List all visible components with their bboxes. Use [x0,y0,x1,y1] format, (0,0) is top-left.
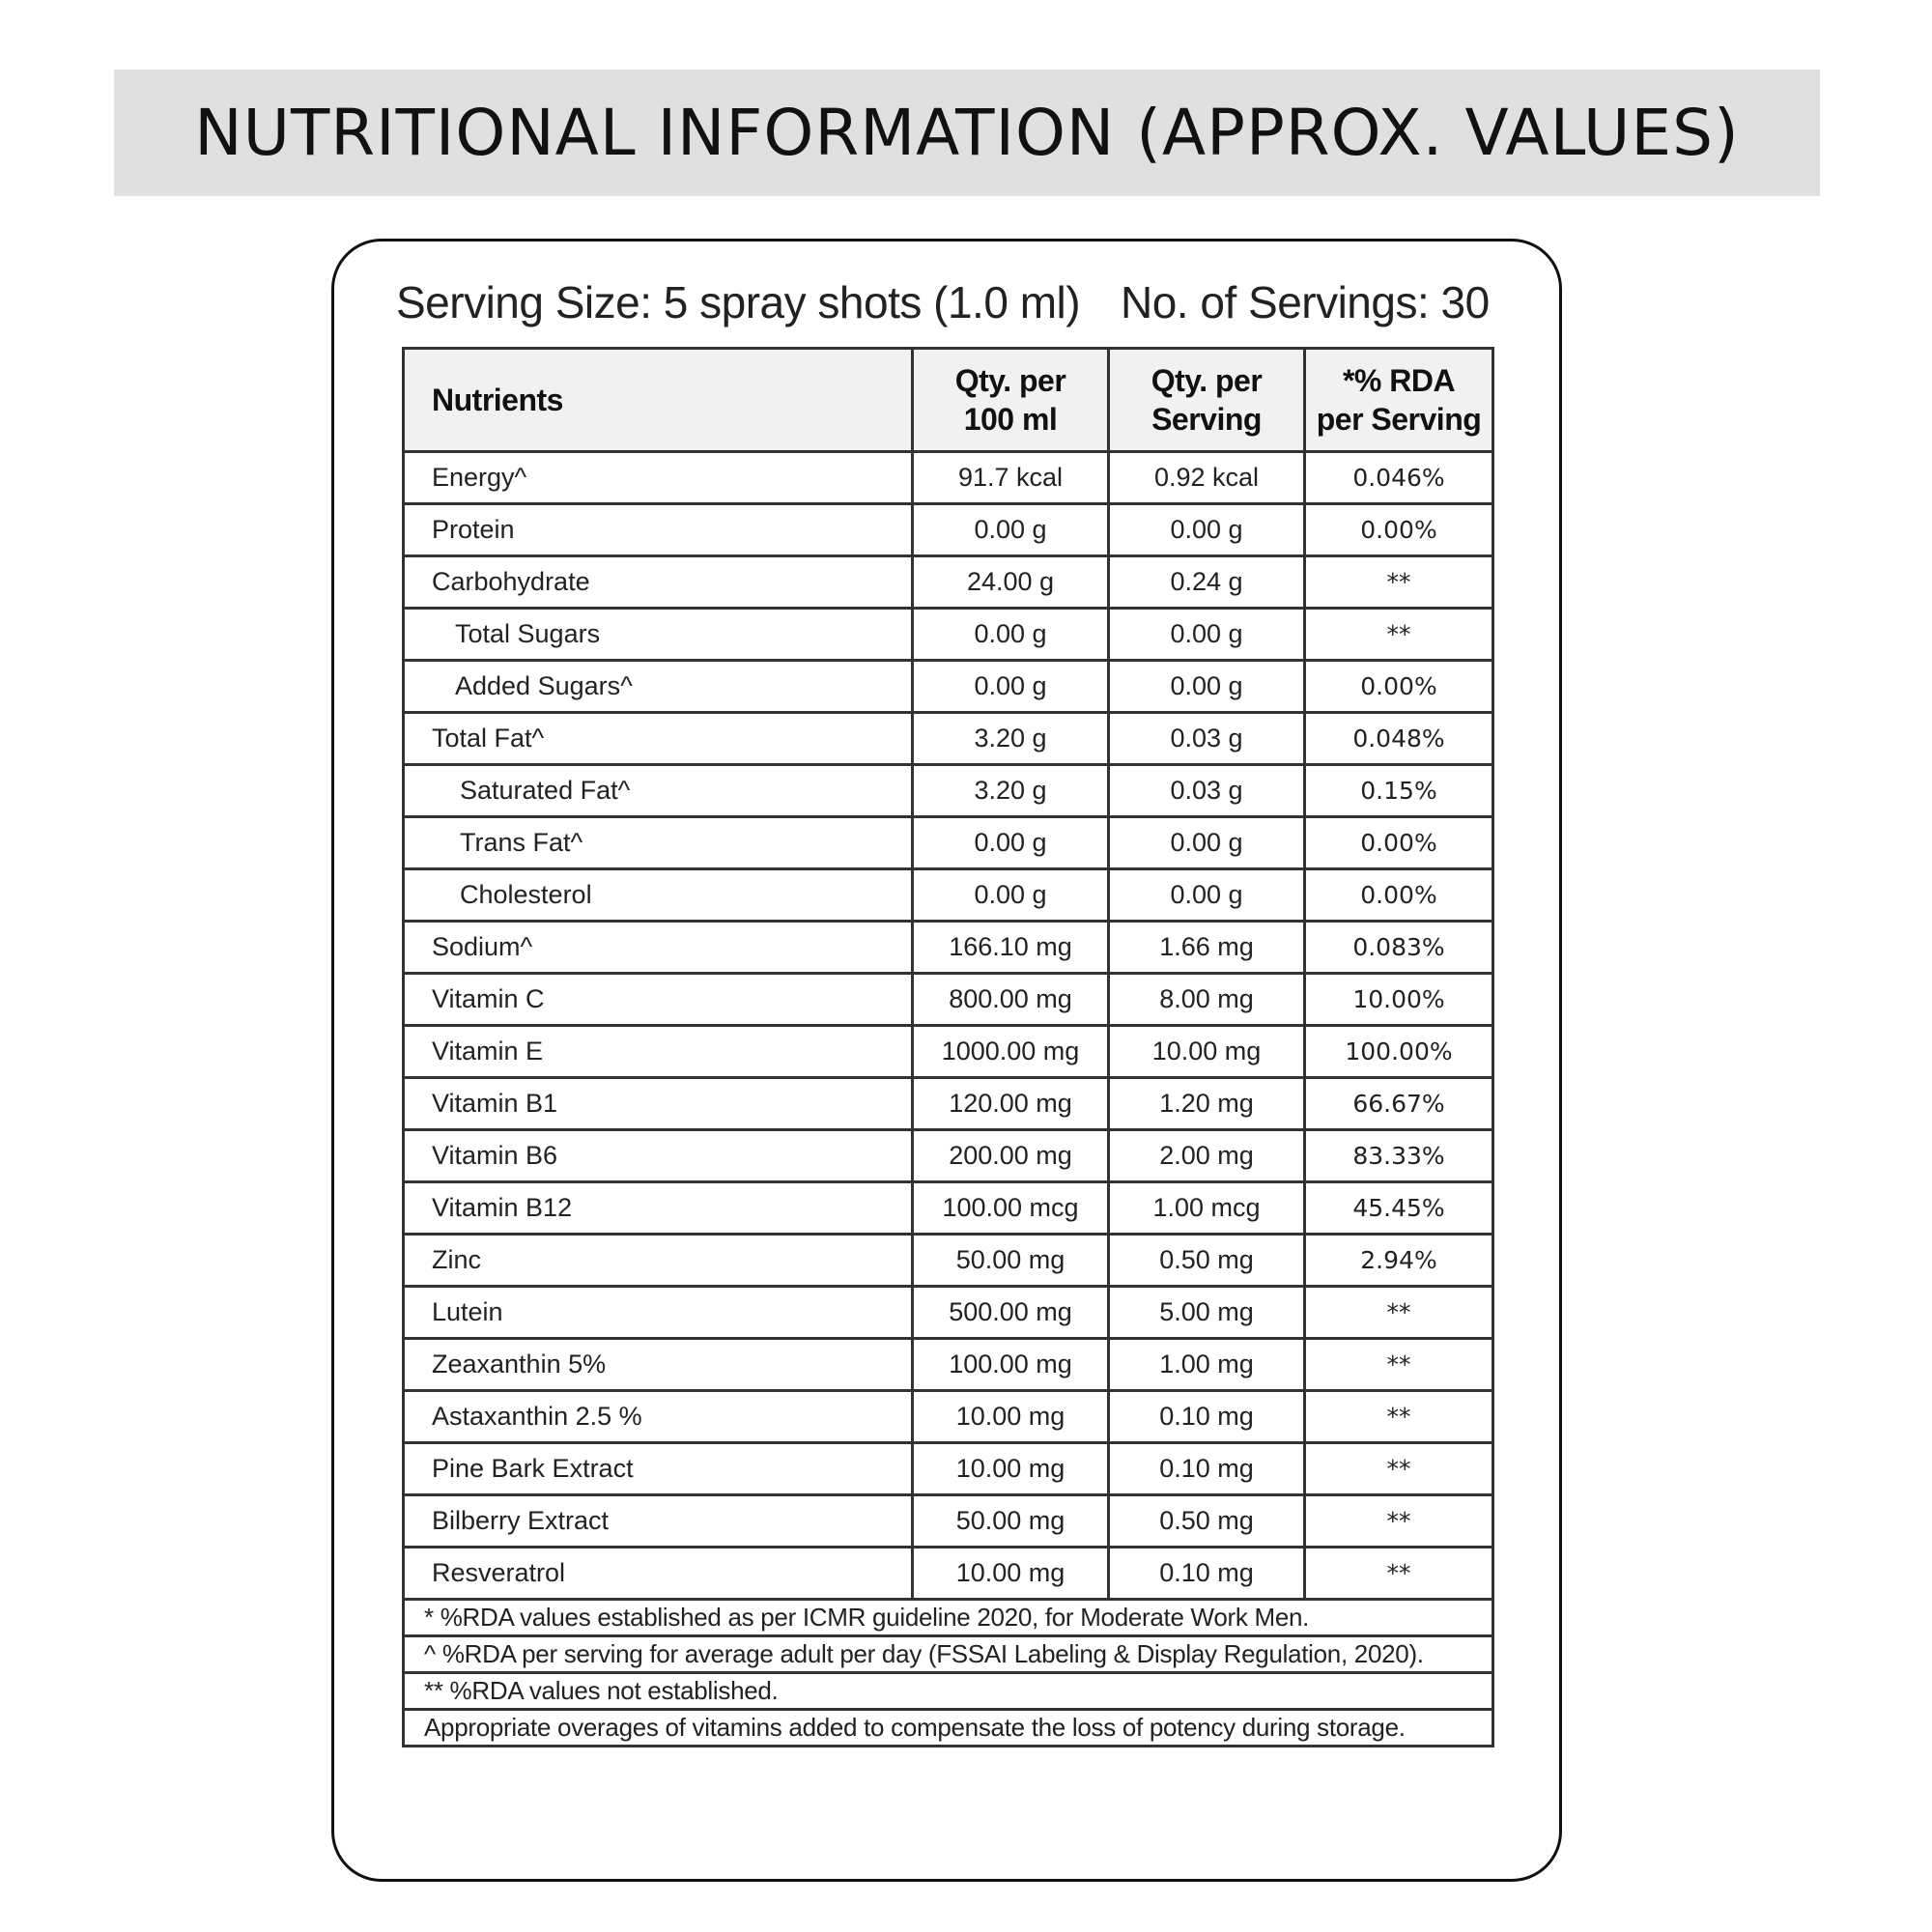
nutrient-name: Trans Fat^ [404,817,913,869]
qty-per-100ml: 24.00 g [913,556,1109,609]
qty-per-100ml: 10.00 mg [913,1548,1109,1600]
footnote-row [404,1636,1493,1673]
table-row [404,1287,1493,1339]
rda-per-serving: 100.00% [1305,1026,1493,1078]
nutrient-name: Protein [404,504,913,556]
qty-per-serving: 1.00 mcg [1109,1182,1305,1235]
table-row [404,922,1493,974]
nutrient-name: Vitamin B1 [404,1078,913,1130]
qty-per-100ml: 200.00 mg [913,1130,1109,1182]
qty-per-100ml: 3.20 g [913,713,1109,765]
rda-per-serving: 0.046% [1305,452,1493,504]
table-row [404,1495,1493,1548]
qty-per-100ml: 1000.00 mg [913,1026,1109,1078]
qty-per-100ml: 91.7 kcal [913,452,1109,504]
qty-per-serving: 0.03 g [1109,713,1305,765]
qty-per-100ml: 50.00 mg [913,1235,1109,1287]
table-row [404,765,1493,817]
rda-per-serving: ** [1305,1391,1493,1443]
table-row [404,713,1493,765]
table-row [404,974,1493,1026]
nutrient-name: Zeaxanthin 5% [404,1339,913,1391]
qty-per-serving: 5.00 mg [1109,1287,1305,1339]
qty-per-serving: 0.00 g [1109,869,1305,922]
page-title: NUTRITIONAL INFORMATION (APPROX. VALUES) [194,96,1740,170]
table-row [404,1391,1493,1443]
footnote-row [404,1673,1493,1710]
nutrient-name: Carbohydrate [404,556,913,609]
rda-per-serving: ** [1305,1443,1493,1495]
qty-per-serving: 8.00 mg [1109,974,1305,1026]
qty-per-100ml: 10.00 mg [913,1391,1109,1443]
qty-per-serving: 0.00 g [1109,661,1305,713]
servings-count-label: No. of Servings: 30 [1121,277,1490,327]
qty-per-serving: 0.24 g [1109,556,1305,609]
qty-per-100ml: 100.00 mg [913,1339,1109,1391]
qty-per-100ml: 0.00 g [913,869,1109,922]
qty-per-100ml: 800.00 mg [913,974,1109,1026]
nutrition-table [402,347,1494,1747]
rda-per-serving: 0.048% [1305,713,1493,765]
qty-per-100ml: 166.10 mg [913,922,1109,974]
rda-per-serving: 0.083% [1305,922,1493,974]
qty-per-100ml: 50.00 mg [913,1495,1109,1548]
rda-per-serving: 66.67% [1305,1078,1493,1130]
table-row [404,817,1493,869]
qty-per-serving: 1.20 mg [1109,1078,1305,1130]
nutrient-name: Resveratrol [404,1548,913,1600]
table-row [404,1026,1493,1078]
nutrient-name: Zinc [404,1235,913,1287]
rda-per-serving: 0.00% [1305,817,1493,869]
header-nutrients: Nutrients [404,349,913,452]
qty-per-serving: 1.00 mg [1109,1339,1305,1391]
rda-per-serving: 0.00% [1305,869,1493,922]
nutrient-name: Energy^ [404,452,913,504]
nutrient-name: Bilberry Extract [404,1495,913,1548]
footnote-text: ^ %RDA per serving for average adult per day (FSSAI Labeling & Display Regulation, 2020). [404,1636,1493,1673]
table-row [404,1182,1493,1235]
table-row [404,1339,1493,1391]
nutrient-name: Lutein [404,1287,913,1339]
nutrient-name: Vitamin B6 [404,1130,913,1182]
nutrient-name: Saturated Fat^ [404,765,913,817]
qty-per-serving: 2.00 mg [1109,1130,1305,1182]
nutrient-rows [404,452,1493,1600]
footnote-row [404,1600,1493,1636]
qty-per-100ml: 120.00 mg [913,1078,1109,1130]
rda-per-serving: ** [1305,1339,1493,1391]
table-row [404,661,1493,713]
table-row [404,1235,1493,1287]
qty-per-100ml: 500.00 mg [913,1287,1109,1339]
table-row [404,556,1493,609]
qty-per-serving: 0.10 mg [1109,1548,1305,1600]
qty-per-serving: 0.00 g [1109,609,1305,661]
table-row [404,609,1493,661]
nutrient-name: Total Sugars [404,609,913,661]
nutrient-name: Added Sugars^ [404,661,913,713]
footnote-text: Appropriate overages of vitamins added to compensate the loss of potency during storage. [404,1710,1493,1747]
nutrient-name: Pine Bark Extract [404,1443,913,1495]
rda-per-serving: 45.45% [1305,1182,1493,1235]
header-qty-per-100ml: Qty. per 100 ml [913,349,1109,452]
rda-per-serving: ** [1305,609,1493,661]
qty-per-100ml: 0.00 g [913,817,1109,869]
rda-per-serving: ** [1305,556,1493,609]
footnotes [404,1600,1493,1747]
rda-per-serving: 83.33% [1305,1130,1493,1182]
table-row [404,1078,1493,1130]
qty-per-serving: 0.10 mg [1109,1391,1305,1443]
qty-per-serving: 0.00 g [1109,504,1305,556]
rda-per-serving: ** [1305,1495,1493,1548]
rda-per-serving: 2.94% [1305,1235,1493,1287]
table-row [404,1443,1493,1495]
rda-per-serving: ** [1305,1287,1493,1339]
qty-per-100ml: 0.00 g [913,661,1109,713]
header-rda-per-serving: *% RDA per Serving [1305,349,1493,452]
footnote-text: * %RDA values established as per ICMR guideline 2020, for Moderate Work Men. [404,1600,1493,1636]
serving-size-label: Serving Size: 5 spray shots (1.0 ml) [396,277,1081,327]
nutrient-name: Sodium^ [404,922,913,974]
table-row [404,504,1493,556]
qty-per-serving: 0.10 mg [1109,1443,1305,1495]
qty-per-serving: 0.00 g [1109,817,1305,869]
nutrient-name: Vitamin B12 [404,1182,913,1235]
rda-per-serving: 0.00% [1305,504,1493,556]
qty-per-serving: 1.66 mg [1109,922,1305,974]
nutrient-name: Vitamin C [404,974,913,1026]
table-row [404,452,1493,504]
qty-per-100ml: 0.00 g [913,504,1109,556]
qty-per-100ml: 10.00 mg [913,1443,1109,1495]
rda-per-serving: 0.15% [1305,765,1493,817]
table-row [404,869,1493,922]
table-row [404,1548,1493,1600]
rda-per-serving: 0.00% [1305,661,1493,713]
rda-per-serving: ** [1305,1548,1493,1600]
qty-per-100ml: 0.00 g [913,609,1109,661]
footnote-text: ** %RDA values not established. [404,1673,1493,1710]
rda-per-serving: 10.00% [1305,974,1493,1026]
qty-per-serving: 0.03 g [1109,765,1305,817]
nutrient-name: Total Fat^ [404,713,913,765]
table-header-row [404,349,1493,452]
title-banner [114,70,1820,196]
nutrient-name: Cholesterol [404,869,913,922]
qty-per-100ml: 100.00 mcg [913,1182,1109,1235]
nutrient-name: Astaxanthin 2.5 % [404,1391,913,1443]
qty-per-serving: 10.00 mg [1109,1026,1305,1078]
footnote-row [404,1710,1493,1747]
nutrient-name: Vitamin E [404,1026,913,1078]
table-row [404,1130,1493,1182]
qty-per-serving: 0.50 mg [1109,1495,1305,1548]
header-qty-per-serving: Qty. per Serving [1109,349,1305,452]
qty-per-100ml: 3.20 g [913,765,1109,817]
serving-info [396,276,1497,334]
qty-per-serving: 0.92 kcal [1109,452,1305,504]
qty-per-serving: 0.50 mg [1109,1235,1305,1287]
